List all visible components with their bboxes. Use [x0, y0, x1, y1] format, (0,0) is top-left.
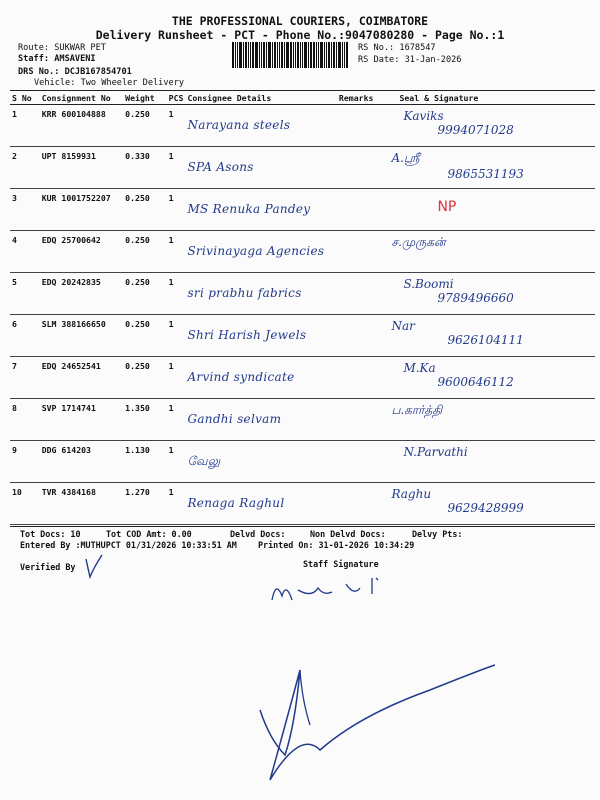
- consignee-name: SPA Asons: [187, 160, 254, 174]
- receiver-signature: Kaviks: [403, 109, 444, 123]
- remarks-cell: [337, 315, 376, 357]
- table-row: [10, 105, 595, 147]
- entered-by: Entered By :MUTHUPCT 01/31/2026 10:33:51 AM: [20, 540, 237, 550]
- consignment-number: TVR 4384168: [40, 483, 123, 525]
- remarks-cell: [337, 105, 376, 147]
- footer-divider: [10, 526, 595, 527]
- staff-signature-label: Staff Signature: [303, 559, 379, 569]
- row-sno: 9: [10, 441, 40, 483]
- receiver-signature: M.Ka: [403, 361, 436, 375]
- receiver-signature: A.ஸ்ரீ: [391, 151, 420, 165]
- table-row: [10, 441, 595, 483]
- col-header-consignment: Consignment No: [40, 91, 123, 105]
- pcs-count: 1: [167, 315, 186, 357]
- runsheet-subtitle: Delivery Runsheet - PCT - Phone No.:9047080280 - Page No.:1: [95, 28, 505, 42]
- col-header-sno: S No: [10, 91, 40, 105]
- pcs-count: 1: [167, 105, 186, 147]
- col-header-remarks: Remarks: [338, 92, 374, 103]
- col-header-consignee: Consignee Details: [185, 91, 336, 105]
- receiver-signature: S.Boomi: [403, 277, 454, 291]
- consignment-number: SLM 388166650: [40, 315, 123, 357]
- printed-on: Printed On: 31-01-2026 10:34:29: [258, 540, 415, 550]
- col-header-pcs: PCS: [168, 92, 184, 103]
- table-header-row: [10, 91, 595, 105]
- remarks-cell: [337, 483, 376, 525]
- consignment-number: EDQ 25700642: [40, 231, 123, 273]
- weight-value: 1.350: [123, 399, 167, 441]
- weight-value: 0.330: [123, 147, 167, 189]
- row-sno: 1: [10, 105, 40, 147]
- table-row: [10, 357, 595, 399]
- route-label: Route: SUKWAR PET: [18, 43, 106, 53]
- remarks-cell: [337, 147, 376, 189]
- weight-value: 1.270: [123, 483, 167, 525]
- receiver-signature: N.Parvathi: [403, 445, 468, 459]
- consignee-name: Gandhi selvam: [187, 412, 282, 426]
- receiver-phone: 9600646112: [437, 375, 514, 389]
- pcs-count: 1: [167, 147, 186, 189]
- weight-value: 0.250: [123, 273, 167, 315]
- remarks-cell: [337, 357, 376, 399]
- table-row: [10, 483, 595, 525]
- total-cod-amount: Tot COD Amt: 0.00: [106, 529, 192, 539]
- remarks-cell: [337, 231, 376, 273]
- consignee-name: sri prabhu fabrics: [187, 286, 302, 300]
- staff-signature: [230, 630, 520, 790]
- row-sno: 6: [10, 315, 40, 357]
- table-row: [10, 273, 595, 315]
- receiver-phone: 9994071028: [437, 123, 514, 137]
- delivered-docs: Delvd Docs:: [230, 529, 286, 539]
- receiver-signature: Raghu: [391, 487, 432, 501]
- row-sno: 4: [10, 231, 40, 273]
- weight-value: 0.250: [123, 315, 167, 357]
- row-sno: 10: [10, 483, 40, 525]
- receiver-phone: 9629428999: [447, 501, 524, 515]
- consignment-number: KRR 600104888: [40, 105, 123, 147]
- remarks-cell: [337, 189, 376, 231]
- weight-value: 0.250: [123, 105, 167, 147]
- consignment-number: EDQ 24652541: [40, 357, 123, 399]
- consignee-name: MS Renuka Pandey: [187, 202, 311, 216]
- consignee-name: Shri Harish Jewels: [187, 328, 307, 342]
- receiver-signature: ச.முருகன்: [391, 235, 446, 249]
- col-header-signature: Seal & Signature: [375, 91, 595, 105]
- verified-by-label: Verified By: [20, 562, 76, 572]
- rs-date: RS Date: 31-Jan-2026: [358, 55, 462, 65]
- remarks-cell: [337, 273, 376, 315]
- row-sno: 3: [10, 189, 40, 231]
- row-sno: 7: [10, 357, 40, 399]
- table-row: [10, 189, 595, 231]
- staff-initials-signature: [268, 574, 388, 610]
- weight-value: 0.250: [123, 357, 167, 399]
- consignment-number: KUR 1001752207: [40, 189, 123, 231]
- consignee-name: Narayana steels: [187, 118, 291, 132]
- drs-number: DRS No.: DCJB167854701: [18, 67, 132, 77]
- pcs-count: 1: [167, 231, 186, 273]
- consignee-name: வேலு: [187, 454, 221, 468]
- not-present-mark: NP: [437, 199, 457, 215]
- receiver-signature: ப.கார்த்தி: [391, 403, 443, 417]
- receiver-phone: 9789496660: [437, 291, 514, 305]
- consignee-name: Srivinayaga Agencies: [187, 244, 325, 258]
- rs-number: RS No.: 1678547: [358, 43, 436, 53]
- weight-value: 1.130: [123, 441, 167, 483]
- receiver-phone: 9865531193: [447, 167, 524, 181]
- receiver-phone: 9626104111: [447, 333, 524, 347]
- consignee-name: Arvind syndicate: [187, 370, 295, 384]
- consignee-name: Renaga Raghul: [187, 496, 285, 510]
- verified-by-signature: [82, 553, 106, 581]
- runsheet-table: [10, 90, 595, 525]
- company-title: THE PROFESSIONAL COURIERS, COIMBATORE: [171, 14, 429, 28]
- row-sno: 8: [10, 399, 40, 441]
- delivery-points: Delvy Pts:: [412, 529, 463, 539]
- consignment-number: EDQ 20242835: [40, 273, 123, 315]
- pcs-count: 1: [167, 483, 186, 525]
- total-docs: Tot Docs: 10: [20, 529, 81, 539]
- pcs-count: 1: [167, 441, 186, 483]
- pcs-count: 1: [167, 273, 186, 315]
- remarks-cell: [337, 399, 376, 441]
- consignment-number: UPT 8159931: [40, 147, 123, 189]
- remarks-cell: [337, 441, 376, 483]
- pcs-count: 1: [167, 399, 186, 441]
- row-sno: 2: [10, 147, 40, 189]
- table-row: [10, 315, 595, 357]
- runsheet-barcode: [232, 42, 354, 68]
- row-sno: 5: [10, 273, 40, 315]
- pcs-count: 1: [167, 189, 186, 231]
- table-row: [10, 399, 595, 441]
- non-delivered-docs: Non Delvd Docs:: [310, 529, 386, 539]
- table-row: [10, 231, 595, 273]
- receiver-signature: Nar: [391, 319, 415, 333]
- vehicle-label: Vehicle: Two Wheeler Delivery: [34, 78, 185, 88]
- col-header-weight: Weight: [123, 91, 167, 105]
- weight-value: 0.250: [123, 231, 167, 273]
- weight-value: 0.250: [123, 189, 167, 231]
- consignment-number: DDG 614203: [40, 441, 123, 483]
- staff-label: Staff: AMSAVENI: [18, 54, 96, 64]
- table-row: [10, 147, 595, 189]
- pcs-count: 1: [167, 357, 186, 399]
- consignment-number: SVP 1714741: [40, 399, 123, 441]
